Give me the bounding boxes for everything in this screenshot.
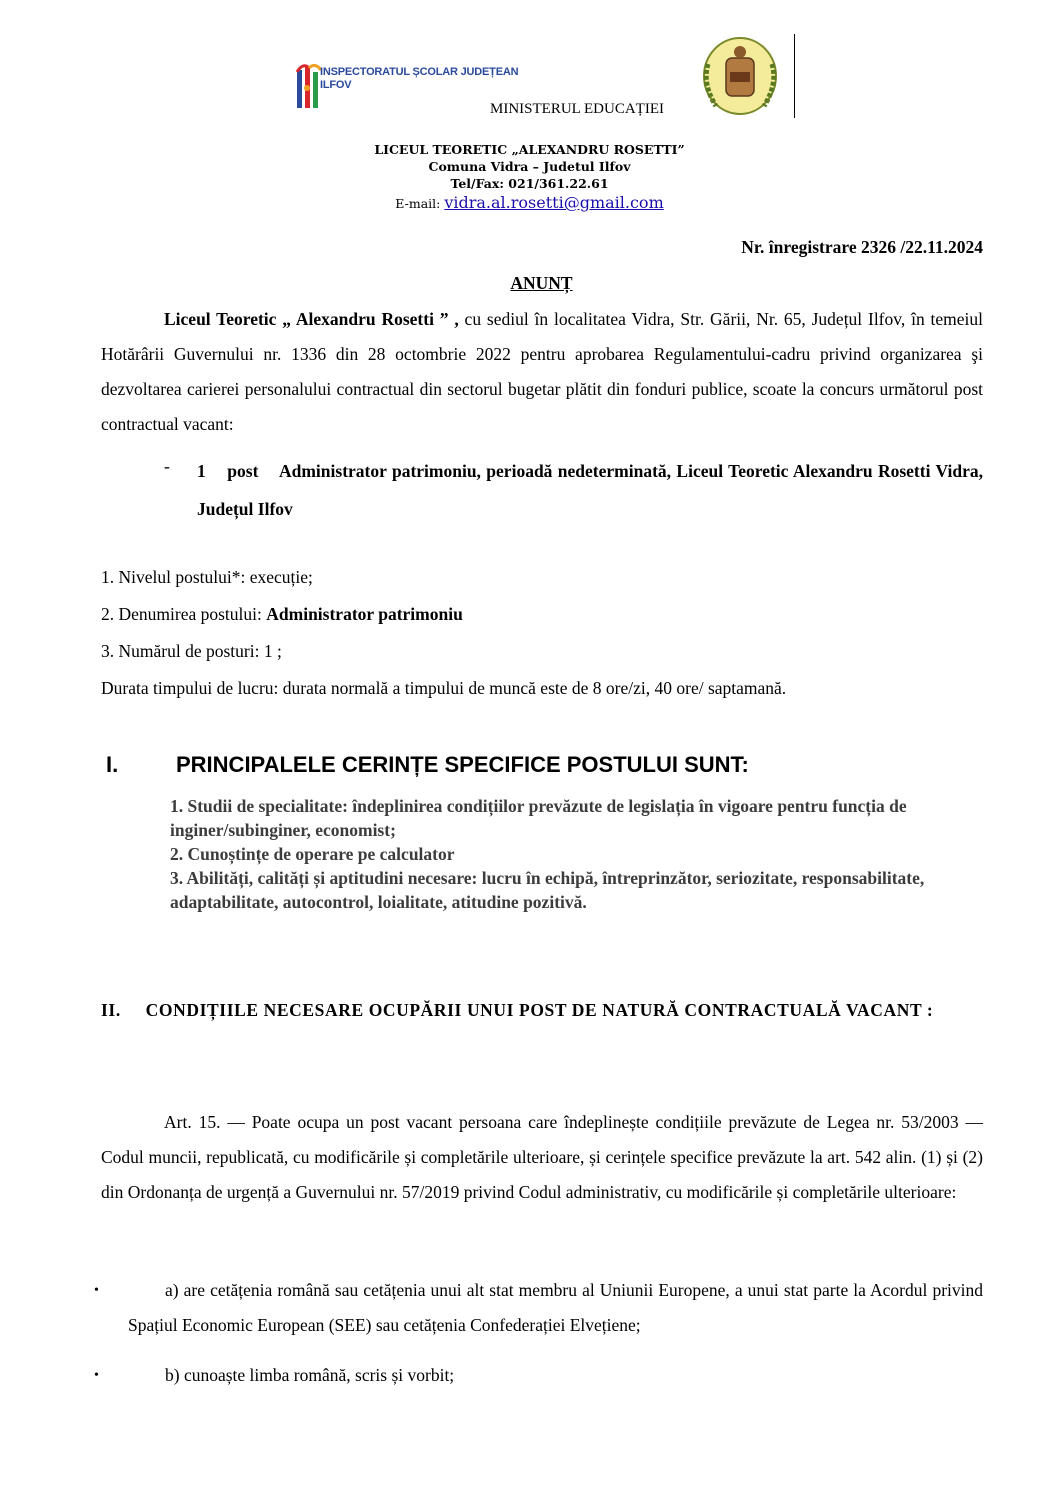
requirement-1: 1. Studii de specialitate: îndeplinirea condițiilor prevăzute de legislația în vigoare pentru funcția de inginer/subinginer, economist;: [170, 796, 907, 840]
post-item: 1 post Administrator patrimoniu, perioadă nedeterminată, Liceul Teoretic Alexandru Rosetti Vidra, Județul Ilfov: [197, 461, 988, 519]
post-name-value: Administrator patrimoniu: [266, 604, 463, 624]
section1-number: I.: [106, 752, 119, 777]
condition-a: [128, 1273, 983, 1343]
registration-number: Nr. înregistrare 2326 /22.11.2024: [741, 237, 983, 257]
isj-line-2: ILFOV: [320, 79, 352, 91]
article-15-text: Art. 15. — Poate ocupa un post vacant persoana care îndeplinește condițiile prevăzute de Legea nr. 53/2003 — Codul muncii, republicată, cu modificările și completările ulterioare, și cerințele specifice prevăzute la art. 542 alin. (1) și (2) din Ordonanța de urgență a Guvernului nr. 57/2019 privind Codul administrativ, cu modificările și completările ulterioare:: [101, 1112, 983, 1202]
isj-name: [320, 66, 518, 92]
post-level: 1. Nivelul postului*: execuție;: [101, 567, 313, 587]
work-duration: Durata timpului de lucru: durata normală a timpului de muncă este de 8 ore/zi, 40 ore/ saptamană.: [101, 678, 787, 698]
section2-title: II. CONDIȚIILE NECESARE OCUPĂRII UNUI POST DE NATURĂ CONTRACTUALĂ VACANT :: [101, 1000, 934, 1020]
condition-b-text: b) cunoaște limba română, scris și vorbit;: [165, 1365, 455, 1385]
school-name: LICEUL TEORETIC „ALEXANDRU ROSETTI”: [374, 142, 685, 157]
school-crest-icon: [700, 34, 780, 116]
announcement-title: ANUNȚ: [510, 273, 573, 293]
school-phone: Tel/Fax: 021/361.22.61: [450, 176, 609, 191]
bullet-a: •: [94, 1283, 99, 1298]
requirement-2: 2. Cunoștințe de operare pe calculator: [170, 844, 455, 864]
isj-line-1: INSPECTORATUL ȘCOLAR JUDEȚEAN: [320, 66, 519, 78]
email-line: [0, 193, 1059, 212]
article-15: [101, 1105, 983, 1210]
condition-a-text: a) are cetățenia română sau cetățenia unui alt stat membru al Uniunii Europene, a unui stat parte la Acordul privind Spațiul Economic European (SEE) sau cetățenia Confederației Elvețiene;: [128, 1280, 983, 1335]
post-name-label: 2. Denumirea postului:: [101, 604, 267, 624]
ministry-name: MINISTERUL EDUCAȚIEI: [490, 101, 665, 117]
school-info: [0, 141, 1059, 192]
condition-b: [128, 1358, 983, 1393]
bullet-b: •: [94, 1368, 99, 1383]
section1-title: PRINCIPALELE CERINȚE SPECIFICE POSTULUI SUNT:: [176, 752, 749, 777]
post-name: [101, 604, 463, 625]
school-address: Comuna Vidra – Judetul Ilfov: [428, 159, 631, 174]
post-count: 3. Numărul de posturi: 1 ;: [101, 641, 282, 661]
post-dash: -: [164, 456, 170, 476]
intro-text: cu sediul în localitatea Vidra, Str. Gării, Nr. 65, Județul Ilfov, în temeiul Hotărârii Guvernului nr. 1336 din 28 octombrie 2022 pentru aprobarea Regulamentului-cadru privind organizarea şi dezvoltarea carierei personalului contractual din sectorul bugetar plătit din fonduri publice, scoate la concurs următorul post contractual vacant:: [101, 309, 984, 434]
email-label: E-mail:: [395, 196, 441, 211]
requirement-3: 3. Abilități, calități și aptitudini necesare: lucru în echipă, întreprinzător, seriozitate, responsabilitate, adaptabilitate, autocontrol, loialitate, atitudine pozitivă.: [170, 868, 925, 912]
header-divider: [794, 34, 795, 118]
email-link[interactable]: vidra.al.rosetti@gmail.com: [444, 193, 664, 212]
intro-school-name: Liceul Teoretic „ Alexandru Rosetti ” ,: [164, 309, 459, 329]
intro-paragraph: [101, 302, 983, 442]
